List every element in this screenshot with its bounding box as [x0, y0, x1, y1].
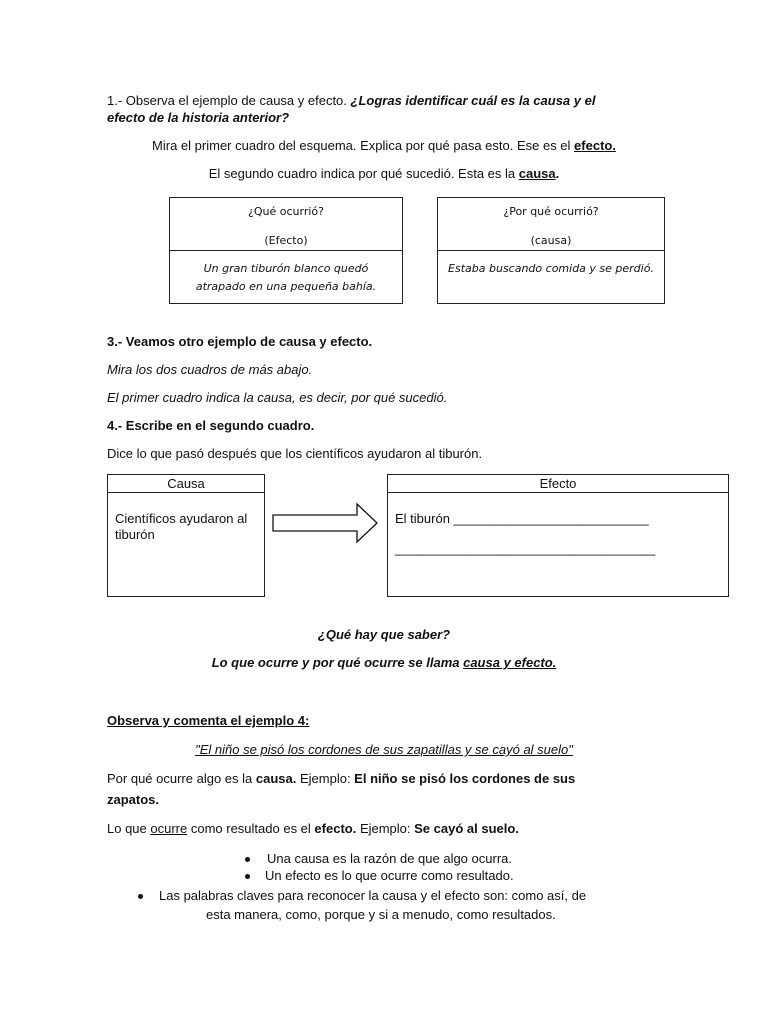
effect-table	[169, 197, 403, 304]
section1-question-line2: efecto de la historia anterior?	[107, 110, 290, 125]
instruction2-text: El segundo cuadro indica por qué sucedió. Esta es la	[208, 166, 519, 181]
cause-example-line1: El niño se pisó los cordones de sus	[354, 771, 576, 786]
cause-table-content: Estaba buscando comida y se perdió.	[448, 262, 654, 275]
bullet-item-2: Un efecto es lo que ocurre como resultado.	[265, 868, 514, 883]
section3-line1: Mira los dos cuadros de más abajo.	[107, 362, 313, 377]
cause-mid: Ejemplo:	[296, 771, 355, 786]
keywords-line2: esta manera, como, porque y si a menudo, como resultados.	[206, 907, 556, 922]
cause-table-divider	[438, 250, 664, 251]
cause-box-content-line1: Científicos ayudaron al	[115, 511, 248, 526]
saber-statement-prefix: Lo que ocurre y por qué ocurre se llama	[211, 655, 464, 670]
instruction1-term: efecto.	[574, 138, 616, 153]
cause-example-line2: zapatos.	[107, 792, 160, 807]
effect-table-content-line2: atrapado en una pequeña bahía.	[195, 280, 377, 293]
section3-line2: El primer cuadro indica la causa, es decir, por qué sucedió.	[107, 390, 448, 405]
effect-mid2: Ejemplo:	[356, 821, 415, 836]
section4-heading: 4.- Escribe en el segundo cuadro.	[107, 418, 315, 433]
cause-term: causa.	[255, 771, 297, 786]
bullet-dot-icon	[245, 874, 250, 879]
effect-box-title: Efecto	[539, 476, 577, 491]
right-arrow-icon	[271, 502, 379, 544]
section4-line1: Dice lo que pasó después que los científicos ayudaron al tiburón.	[107, 446, 483, 461]
effect-table-subheader: (Efecto)	[264, 234, 308, 247]
effect-term: efecto.	[314, 821, 357, 836]
saber-statement-term: causa y efecto.	[463, 655, 557, 670]
effect-box-divider	[388, 492, 728, 493]
effect-underlined: ocurre	[150, 821, 188, 836]
cause-box	[107, 474, 265, 597]
cause-table	[437, 197, 665, 304]
bullet-item-1: Una causa es la razón de que algo ocurra.	[267, 851, 512, 866]
section1-intro	[107, 93, 595, 108]
cause-box-divider	[108, 492, 264, 493]
example4-cause-line1	[107, 771, 575, 786]
cause-table-subheader: (causa)	[530, 234, 572, 247]
section1-prefix: 1.- Observa el ejemplo de causa y efecto.	[107, 93, 351, 108]
instruction2-term: causa	[518, 166, 556, 181]
example4-heading: Observa y comenta el ejemplo 4:	[107, 713, 310, 728]
example4-effect-line	[107, 821, 519, 836]
instruction-causa	[0, 166, 768, 181]
effect-box	[387, 474, 729, 597]
cause-table-header: ¿Por qué ocurrió?	[503, 205, 599, 218]
cause-box-content-line2: tiburón	[115, 527, 155, 542]
saber-statement	[0, 655, 768, 670]
instruction1-text: Mira el primer cuadro del esquema. Explica por qué pasa esto. Ese es el	[152, 138, 575, 153]
instruction2-end: .	[555, 166, 560, 181]
section1-question-line1: ¿Logras identificar cuál es la causa y el	[350, 93, 596, 108]
bullet-dot-icon	[138, 894, 143, 899]
effect-table-content-line1: Un gran tiburón blanco quedó	[203, 262, 369, 275]
cause-prefix: Por qué ocurre algo es la	[107, 771, 256, 786]
example4-quote: "El niño se pisó los cordones de sus zapatillas y se cayó al suelo"	[195, 742, 573, 757]
effect-table-divider	[170, 250, 402, 251]
instruction-efecto	[0, 138, 768, 153]
effect-example: Se cayó al suelo.	[414, 821, 519, 836]
section3-heading: 3.- Veamos otro ejemplo de causa y efecto.	[107, 334, 373, 349]
cause-box-title: Causa	[167, 476, 205, 491]
effect-table-header: ¿Qué ocurrió?	[248, 205, 324, 218]
keywords-line1: Las palabras claves para reconocer la causa y el efecto son: como así, de	[159, 888, 587, 903]
effect-answer-line1[interactable]: El tiburón ___________________________	[395, 511, 649, 526]
effect-prefix: Lo que	[107, 821, 151, 836]
effect-answer-line2[interactable]: ____________________________________	[395, 541, 656, 556]
effect-mid: como resultado es el	[187, 821, 315, 836]
saber-question: ¿Qué hay que saber?	[317, 627, 451, 642]
bullet-dot-icon	[245, 857, 250, 862]
